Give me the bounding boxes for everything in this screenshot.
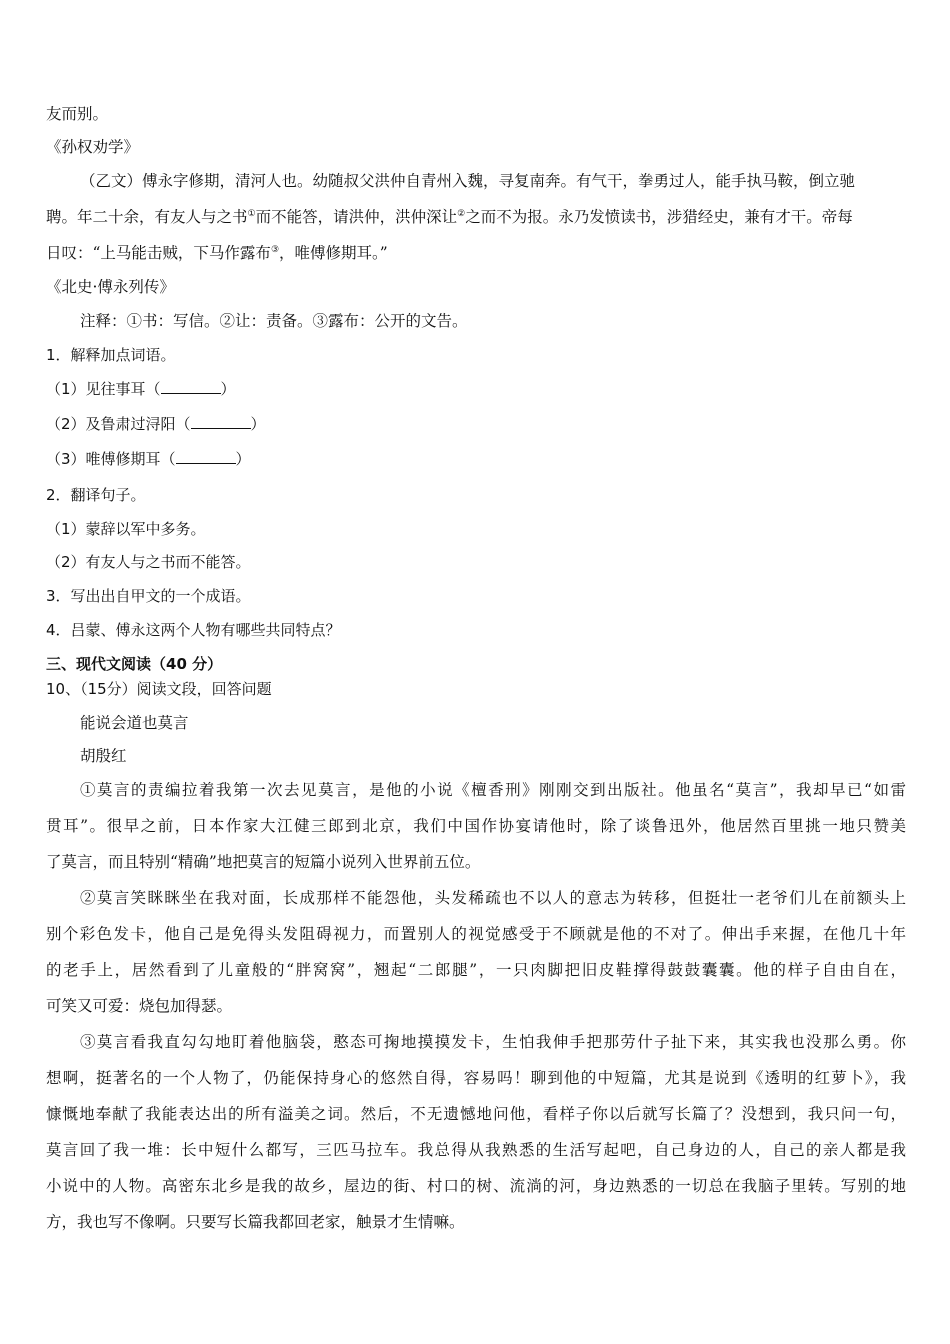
passage-b-text: 之而不为报。永乃发愤读书，涉猎经史，兼有才干。帝每 [465, 208, 853, 226]
question-4: 4．吕蒙、傅永这两个人物有哪些共同特点？ [46, 621, 341, 639]
paragraph-2-line: 可笑又可爱：烧包加得瑟。 [46, 997, 233, 1015]
question-1-3 [46, 449, 906, 469]
close-paren: ） [250, 415, 266, 433]
question-1-2 [46, 414, 906, 434]
paragraph-3-line: ③莫言看我直勾勾地盯着他脑袋，憨态可掬地摸摸发卡，生怕我伸手把那劳什子扯下来，其实我也没那么勇。你 [80, 1033, 906, 1051]
passage-b-text: ，唯傅修期耳。” [279, 244, 388, 262]
question-2: 2．翻译句子。 [46, 486, 146, 504]
paragraph-2-line: ②莫言笑眯眯坐在我对面，长成那样不能怨他，头发稀疏也不以人的意志为转移，但挺壮一老爷们儿在前额头上 [80, 889, 906, 907]
paragraph-2-line: 的老手上，居然看到了儿童般的“胖窝窝”，翘起“二郎腿”，一只肉脚把旧皮鞋撑得鼓鼓囊囊。他的样子自由自在， [46, 961, 906, 979]
passage-b-text: 聘。年二十余，有友人与之书 [46, 208, 248, 226]
close-paren: ） [235, 450, 251, 468]
section-heading: 三、现代文阅读（40 分） [46, 655, 223, 673]
passage-b-notes: 注释：①书：写信。②让：责备。③露布：公开的文告。 [80, 312, 468, 330]
question-text: （2）及鲁肃过浔阳（ [46, 415, 191, 433]
passage-b-line-2 [46, 207, 906, 227]
answer-blank[interactable] [191, 414, 251, 429]
passage-b-line-1: （乙文）傅永字修期，清河人也。幼随叔父洪仲自青州入魏，寻复南奔。有气干，拳勇过人，能手执马鞍，倒立驰 [80, 172, 856, 190]
passage-b-source: 《北史·傅永列传》 [46, 278, 175, 296]
question-1-1 [46, 379, 906, 399]
paragraph-1-line: 贯耳”。很早之前，日本作家大江健三郎到北京，我们中国作协宴请他时，除了谈鲁迅外，他居然百里挑一地只赞美 [46, 817, 906, 835]
question-1: 1．解释加点词语。 [46, 346, 176, 364]
passage-b-line-3 [46, 243, 906, 263]
paragraph-1-line: ①莫言的责编拉着我第一次去见莫言，是他的小说《檀香刑》刚刚交到出版社。他虽名“莫言”，我却早已“如雷 [80, 781, 906, 799]
paragraph-3-line: 小说中的人物。高密东北乡是我的故乡，屋边的街、村口的树、流淌的河，身边熟悉的一切总在我脑子里转。写别的地 [46, 1177, 906, 1195]
passage-b-text: 而不能答，请洪仲，洪仲深让 [255, 208, 458, 226]
paragraph-2-line: 别个彩色发卡，他自己是免得头发阻碍视力，而置别人的视觉感受于不顾就是他的不对了。伸出手来握，在他几十年 [46, 925, 906, 943]
answer-blank[interactable] [176, 449, 236, 464]
footnote-marker-1: ① [247, 208, 256, 219]
paragraph-3-line: 想啊，挺著名的一个人物了，仍能保持身心的悠然自得，容易吗！聊到他的中短篇，尤其是说到《透明的红萝卜》，我 [46, 1069, 906, 1087]
paragraph-3-line: 方，我也写不像啊。只要写长篇我都回老家，触景才生情嘛。 [46, 1213, 465, 1231]
paragraph-3-line: 莫言回了我一堆：长中短什么都写，三匹马拉车。我总得从我熟悉的生活写起吧，自己身边的人，自己的亲人都是我 [46, 1141, 906, 1159]
question-text: （1）见往事耳（ [46, 380, 161, 398]
question-10: 10、（15分）阅读文段，回答问题 [46, 680, 272, 698]
footnote-marker-2: ② [457, 208, 466, 219]
passage-a-end: 友而别。 [46, 105, 109, 123]
question-text: （3）唯傅修期耳（ [46, 450, 176, 468]
question-2-1: （1）蒙辞以军中多务。 [46, 520, 206, 538]
article-author: 胡殷红 [80, 747, 127, 765]
passage-b-text: 日叹：“上马能击贼，下马作露布 [46, 244, 271, 262]
close-paren: ） [220, 380, 236, 398]
question-3: 3．写出出自甲文的一个成语。 [46, 587, 251, 605]
passage-a-source: 《孙权劝学》 [46, 138, 140, 156]
footnote-marker-3: ③ [270, 244, 280, 255]
answer-blank[interactable] [161, 379, 221, 394]
article-title: 能说会道也莫言 [80, 714, 189, 732]
question-2-2: （2）有友人与之书而不能答。 [46, 553, 251, 571]
paragraph-1-line: 了莫言，而且特别“精确”地把莫言的短篇小说列入世界前五位。 [46, 853, 481, 871]
paragraph-3-line: 慷慨地奉献了我能表达出的所有溢美之词。然后，不无遗憾地问他，看样子你以后就写长篇了？没想到，我只问一句， [46, 1105, 906, 1123]
